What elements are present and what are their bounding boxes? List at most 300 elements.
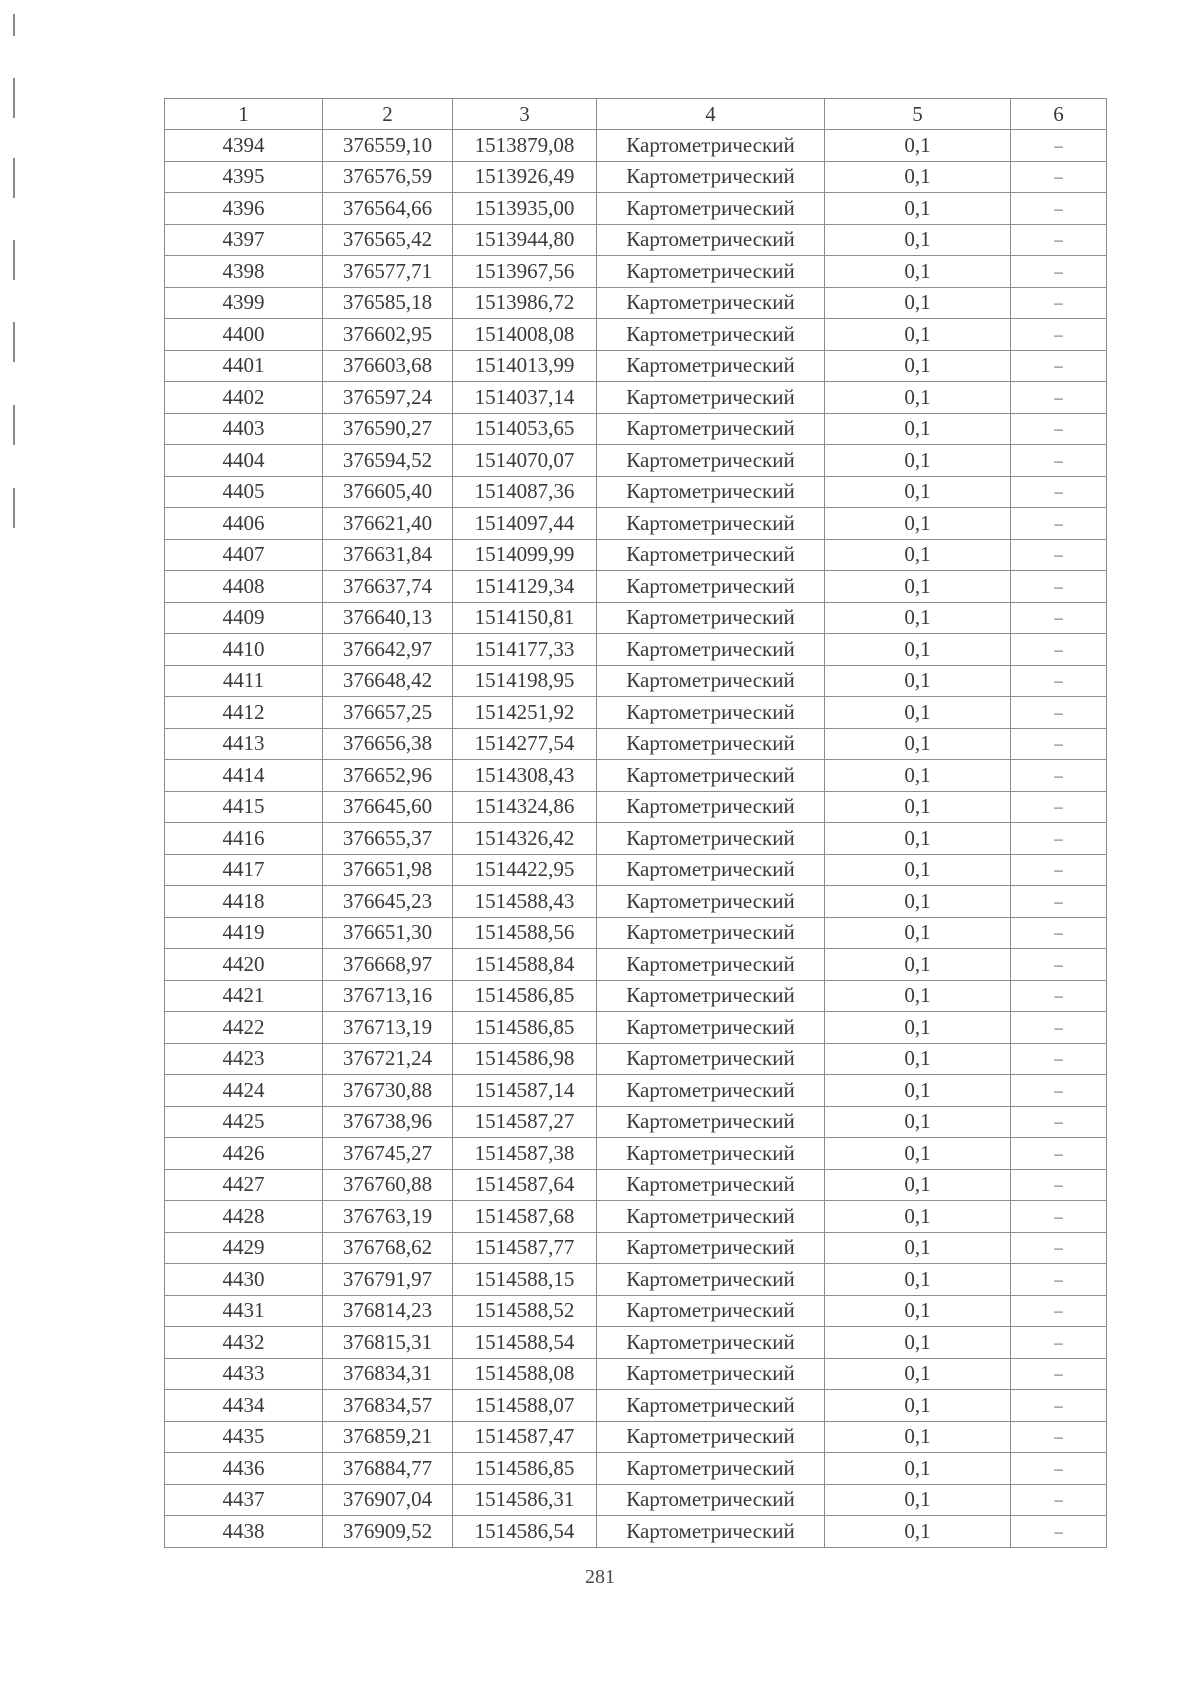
x-coordinate-cell: 376760,88 [323,1169,453,1201]
point-number-cell: 4426 [165,1138,323,1170]
point-number-cell: 4399 [165,287,323,319]
x-coordinate-cell: 376605,40 [323,476,453,508]
column-header: 3 [453,99,597,130]
y-coordinate-cell: 1514277,54 [453,728,597,760]
method-cell: Картометрический [597,161,825,193]
point-number-cell: 4428 [165,1201,323,1233]
accuracy-cell: 0,1 [825,1484,1011,1516]
x-coordinate-cell: 376791,97 [323,1264,453,1296]
point-number-cell: 4394 [165,130,323,162]
note-cell: – [1011,1327,1107,1359]
x-coordinate-cell: 376834,31 [323,1358,453,1390]
column-header: 6 [1011,99,1107,130]
accuracy-cell: 0,1 [825,602,1011,634]
method-cell: Картометрический [597,571,825,603]
note-cell: – [1011,193,1107,225]
note-cell: – [1011,1264,1107,1296]
note-cell: – [1011,445,1107,477]
note-cell: – [1011,1043,1107,1075]
table-row [165,602,1107,634]
accuracy-cell: 0,1 [825,287,1011,319]
method-cell: Картометрический [597,1012,825,1044]
method-cell: Картометрический [597,854,825,886]
y-coordinate-cell: 1514070,07 [453,445,597,477]
point-number-cell: 4437 [165,1484,323,1516]
y-coordinate-cell: 1514587,47 [453,1421,597,1453]
accuracy-cell: 0,1 [825,193,1011,225]
table-row [165,1453,1107,1485]
accuracy-cell: 0,1 [825,1012,1011,1044]
table-body [165,99,1107,1548]
table-row [165,760,1107,792]
point-number-cell: 4398 [165,256,323,288]
table-row [165,665,1107,697]
y-coordinate-cell: 1514326,42 [453,823,597,855]
x-coordinate-cell: 376815,31 [323,1327,453,1359]
note-cell: – [1011,1516,1107,1548]
scan-artifact [13,488,15,528]
point-number-cell: 4423 [165,1043,323,1075]
x-coordinate-cell: 376637,74 [323,571,453,603]
note-cell: – [1011,697,1107,729]
point-number-cell: 4406 [165,508,323,540]
y-coordinate-cell: 1514150,81 [453,602,597,634]
table-row [165,1138,1107,1170]
table-row [165,382,1107,414]
table-row [165,445,1107,477]
table-row [165,1516,1107,1548]
table-row [165,571,1107,603]
point-number-cell: 4420 [165,949,323,981]
accuracy-cell: 0,1 [825,1043,1011,1075]
point-number-cell: 4404 [165,445,323,477]
note-cell: – [1011,949,1107,981]
y-coordinate-cell: 1514588,54 [453,1327,597,1359]
table-row [165,728,1107,760]
x-coordinate-cell: 376564,66 [323,193,453,225]
table-row [165,917,1107,949]
accuracy-cell: 0,1 [825,634,1011,666]
accuracy-cell: 0,1 [825,476,1011,508]
accuracy-cell: 0,1 [825,1075,1011,1107]
note-cell: – [1011,508,1107,540]
accuracy-cell: 0,1 [825,1295,1011,1327]
point-number-cell: 4415 [165,791,323,823]
method-cell: Картометрический [597,634,825,666]
point-number-cell: 4395 [165,161,323,193]
y-coordinate-cell: 1514198,95 [453,665,597,697]
y-coordinate-cell: 1514586,54 [453,1516,597,1548]
point-number-cell: 4401 [165,350,323,382]
x-coordinate-cell: 376621,40 [323,508,453,540]
note-cell: – [1011,634,1107,666]
column-header: 5 [825,99,1011,130]
note-cell: – [1011,287,1107,319]
table-row [165,1295,1107,1327]
y-coordinate-cell: 1514588,56 [453,917,597,949]
note-cell: – [1011,476,1107,508]
note-cell: – [1011,413,1107,445]
table-row [165,791,1107,823]
point-number-cell: 4429 [165,1232,323,1264]
point-number-cell: 4396 [165,193,323,225]
accuracy-cell: 0,1 [825,319,1011,351]
accuracy-cell: 0,1 [825,791,1011,823]
note-cell: – [1011,1106,1107,1138]
method-cell: Картометрический [597,287,825,319]
point-number-cell: 4402 [165,382,323,414]
note-cell: – [1011,319,1107,351]
point-number-cell: 4413 [165,728,323,760]
y-coordinate-cell: 1514586,31 [453,1484,597,1516]
note-cell: – [1011,917,1107,949]
accuracy-cell: 0,1 [825,1327,1011,1359]
y-coordinate-cell: 1514324,86 [453,791,597,823]
point-number-cell: 4434 [165,1390,323,1422]
note-cell: – [1011,1421,1107,1453]
accuracy-cell: 0,1 [825,1516,1011,1548]
note-cell: – [1011,1012,1107,1044]
point-number-cell: 4438 [165,1516,323,1548]
x-coordinate-cell: 376909,52 [323,1516,453,1548]
point-number-cell: 4397 [165,224,323,256]
accuracy-cell: 0,1 [825,539,1011,571]
accuracy-cell: 0,1 [825,445,1011,477]
method-cell: Картометрический [597,508,825,540]
x-coordinate-cell: 376652,96 [323,760,453,792]
table-row [165,319,1107,351]
y-coordinate-cell: 1513944,80 [453,224,597,256]
table-header-row [165,99,1107,130]
table-row [165,1327,1107,1359]
accuracy-cell: 0,1 [825,917,1011,949]
note-cell: – [1011,1201,1107,1233]
note-cell: – [1011,1138,1107,1170]
point-number-cell: 4405 [165,476,323,508]
method-cell: Картометрический [597,665,825,697]
table-row [165,823,1107,855]
scan-artifact [13,405,15,445]
table-row [165,539,1107,571]
table-row [165,287,1107,319]
x-coordinate-cell: 376657,25 [323,697,453,729]
table-row [165,980,1107,1012]
note-cell: – [1011,1484,1107,1516]
table-row [165,1484,1107,1516]
point-number-cell: 4414 [165,760,323,792]
y-coordinate-cell: 1514587,38 [453,1138,597,1170]
point-number-cell: 4432 [165,1327,323,1359]
point-number-cell: 4419 [165,917,323,949]
method-cell: Картометрический [597,1264,825,1296]
scan-artifact [13,322,15,362]
method-cell: Картометрический [597,791,825,823]
y-coordinate-cell: 1514588,08 [453,1358,597,1390]
table-row [165,1264,1107,1296]
point-number-cell: 4421 [165,980,323,1012]
method-cell: Картометрический [597,350,825,382]
y-coordinate-cell: 1514308,43 [453,760,597,792]
point-number-cell: 4409 [165,602,323,634]
column-header: 1 [165,99,323,130]
accuracy-cell: 0,1 [825,980,1011,1012]
column-header: 4 [597,99,825,130]
note-cell: – [1011,1169,1107,1201]
y-coordinate-cell: 1514053,65 [453,413,597,445]
table-row [165,508,1107,540]
x-coordinate-cell: 376585,18 [323,287,453,319]
method-cell: Картометрический [597,1075,825,1107]
method-cell: Картометрический [597,760,825,792]
point-number-cell: 4416 [165,823,323,855]
method-cell: Картометрический [597,319,825,351]
y-coordinate-cell: 1514586,85 [453,1012,597,1044]
point-number-cell: 4410 [165,634,323,666]
x-coordinate-cell: 376565,42 [323,224,453,256]
table-row [165,256,1107,288]
point-number-cell: 4403 [165,413,323,445]
scan-artifact [13,14,15,36]
note-cell: – [1011,539,1107,571]
x-coordinate-cell: 376603,68 [323,350,453,382]
x-coordinate-cell: 376602,95 [323,319,453,351]
method-cell: Картометрический [597,476,825,508]
x-coordinate-cell: 376834,57 [323,1390,453,1422]
table-row [165,1201,1107,1233]
y-coordinate-cell: 1514087,36 [453,476,597,508]
table-row [165,1075,1107,1107]
y-coordinate-cell: 1514177,33 [453,634,597,666]
accuracy-cell: 0,1 [825,1358,1011,1390]
note-cell: – [1011,571,1107,603]
note-cell: – [1011,854,1107,886]
table-row [165,1012,1107,1044]
accuracy-cell: 0,1 [825,1169,1011,1201]
method-cell: Картометрический [597,697,825,729]
note-cell: – [1011,1453,1107,1485]
accuracy-cell: 0,1 [825,161,1011,193]
x-coordinate-cell: 376577,71 [323,256,453,288]
x-coordinate-cell: 376640,13 [323,602,453,634]
x-coordinate-cell: 376645,23 [323,886,453,918]
x-coordinate-cell: 376768,62 [323,1232,453,1264]
y-coordinate-cell: 1513986,72 [453,287,597,319]
accuracy-cell: 0,1 [825,508,1011,540]
y-coordinate-cell: 1514422,95 [453,854,597,886]
column-header: 2 [323,99,453,130]
method-cell: Картометрический [597,1358,825,1390]
y-coordinate-cell: 1514129,34 [453,571,597,603]
accuracy-cell: 0,1 [825,224,1011,256]
accuracy-cell: 0,1 [825,256,1011,288]
y-coordinate-cell: 1514099,99 [453,539,597,571]
y-coordinate-cell: 1513926,49 [453,161,597,193]
accuracy-cell: 0,1 [825,1201,1011,1233]
point-number-cell: 4418 [165,886,323,918]
note-cell: – [1011,665,1107,697]
y-coordinate-cell: 1514587,77 [453,1232,597,1264]
y-coordinate-cell: 1513935,00 [453,193,597,225]
scan-artifact [13,240,15,280]
table-row [165,1043,1107,1075]
table-row [165,350,1107,382]
x-coordinate-cell: 376645,60 [323,791,453,823]
accuracy-cell: 0,1 [825,823,1011,855]
point-number-cell: 4435 [165,1421,323,1453]
note-cell: – [1011,256,1107,288]
point-number-cell: 4407 [165,539,323,571]
method-cell: Картометрический [597,256,825,288]
accuracy-cell: 0,1 [825,571,1011,603]
method-cell: Картометрический [597,1453,825,1485]
page-number: 281 [585,1566,615,1588]
y-coordinate-cell: 1514587,27 [453,1106,597,1138]
x-coordinate-cell: 376884,77 [323,1453,453,1485]
x-coordinate-cell: 376590,27 [323,413,453,445]
point-number-cell: 4411 [165,665,323,697]
x-coordinate-cell: 376814,23 [323,1295,453,1327]
method-cell: Картометрический [597,1295,825,1327]
method-cell: Картометрический [597,1516,825,1548]
point-number-cell: 4430 [165,1264,323,1296]
y-coordinate-cell: 1514251,92 [453,697,597,729]
y-coordinate-cell: 1514588,43 [453,886,597,918]
accuracy-cell: 0,1 [825,949,1011,981]
table-row [165,193,1107,225]
point-number-cell: 4408 [165,571,323,603]
x-coordinate-cell: 376655,37 [323,823,453,855]
y-coordinate-cell: 1514587,68 [453,1201,597,1233]
x-coordinate-cell: 376642,97 [323,634,453,666]
accuracy-cell: 0,1 [825,886,1011,918]
point-number-cell: 4424 [165,1075,323,1107]
accuracy-cell: 0,1 [825,1421,1011,1453]
x-coordinate-cell: 376763,19 [323,1201,453,1233]
x-coordinate-cell: 376651,98 [323,854,453,886]
scan-artifact [13,78,15,118]
method-cell: Картометрический [597,193,825,225]
note-cell: – [1011,350,1107,382]
note-cell: – [1011,980,1107,1012]
note-cell: – [1011,1390,1107,1422]
table-row [165,476,1107,508]
y-coordinate-cell: 1514008,08 [453,319,597,351]
y-coordinate-cell: 1514586,85 [453,980,597,1012]
y-coordinate-cell: 1514588,52 [453,1295,597,1327]
table-row [165,697,1107,729]
y-coordinate-cell: 1514587,14 [453,1075,597,1107]
point-number-cell: 4433 [165,1358,323,1390]
point-number-cell: 4431 [165,1295,323,1327]
x-coordinate-cell: 376656,38 [323,728,453,760]
method-cell: Картометрический [597,1169,825,1201]
method-cell: Картометрический [597,130,825,162]
note-cell: – [1011,602,1107,634]
accuracy-cell: 0,1 [825,1232,1011,1264]
table-row [165,130,1107,162]
x-coordinate-cell: 376576,59 [323,161,453,193]
method-cell: Картометрический [597,1201,825,1233]
point-number-cell: 4417 [165,854,323,886]
scan-artifact [13,158,15,198]
accuracy-cell: 0,1 [825,760,1011,792]
y-coordinate-cell: 1514013,99 [453,350,597,382]
x-coordinate-cell: 376907,04 [323,1484,453,1516]
accuracy-cell: 0,1 [825,1453,1011,1485]
accuracy-cell: 0,1 [825,1264,1011,1296]
table-row [165,1232,1107,1264]
table-row [165,949,1107,981]
note-cell: – [1011,224,1107,256]
point-number-cell: 4427 [165,1169,323,1201]
y-coordinate-cell: 1514586,98 [453,1043,597,1075]
table-row [165,1358,1107,1390]
method-cell: Картометрический [597,445,825,477]
y-coordinate-cell: 1513879,08 [453,130,597,162]
note-cell: – [1011,1232,1107,1264]
method-cell: Картометрический [597,728,825,760]
x-coordinate-cell: 376631,84 [323,539,453,571]
table-row [165,224,1107,256]
point-number-cell: 4436 [165,1453,323,1485]
method-cell: Картометрический [597,539,825,571]
note-cell: – [1011,728,1107,760]
note-cell: – [1011,823,1107,855]
point-number-cell: 4422 [165,1012,323,1044]
table-row [165,634,1107,666]
note-cell: – [1011,760,1107,792]
table-row [165,886,1107,918]
method-cell: Картометрический [597,1390,825,1422]
note-cell: – [1011,1075,1107,1107]
note-cell: – [1011,382,1107,414]
table-row [165,413,1107,445]
x-coordinate-cell: 376713,16 [323,980,453,1012]
accuracy-cell: 0,1 [825,665,1011,697]
note-cell: – [1011,1358,1107,1390]
method-cell: Картометрический [597,917,825,949]
accuracy-cell: 0,1 [825,413,1011,445]
x-coordinate-cell: 376738,96 [323,1106,453,1138]
y-coordinate-cell: 1513967,56 [453,256,597,288]
y-coordinate-cell: 1514588,07 [453,1390,597,1422]
method-cell: Картометрический [597,224,825,256]
y-coordinate-cell: 1514588,84 [453,949,597,981]
note-cell: – [1011,130,1107,162]
y-coordinate-cell: 1514587,64 [453,1169,597,1201]
y-coordinate-cell: 1514588,15 [453,1264,597,1296]
note-cell: – [1011,1295,1107,1327]
x-coordinate-cell: 376651,30 [323,917,453,949]
table-row [165,1421,1107,1453]
x-coordinate-cell: 376648,42 [323,665,453,697]
method-cell: Картометрический [597,1043,825,1075]
x-coordinate-cell: 376721,24 [323,1043,453,1075]
x-coordinate-cell: 376594,52 [323,445,453,477]
accuracy-cell: 0,1 [825,854,1011,886]
table-row [165,161,1107,193]
y-coordinate-cell: 1514586,85 [453,1453,597,1485]
method-cell: Картометрический [597,980,825,1012]
y-coordinate-cell: 1514037,14 [453,382,597,414]
method-cell: Картометрический [597,382,825,414]
accuracy-cell: 0,1 [825,1390,1011,1422]
accuracy-cell: 0,1 [825,728,1011,760]
x-coordinate-cell: 376859,21 [323,1421,453,1453]
table-row [165,1169,1107,1201]
accuracy-cell: 0,1 [825,1106,1011,1138]
method-cell: Картометрический [597,823,825,855]
